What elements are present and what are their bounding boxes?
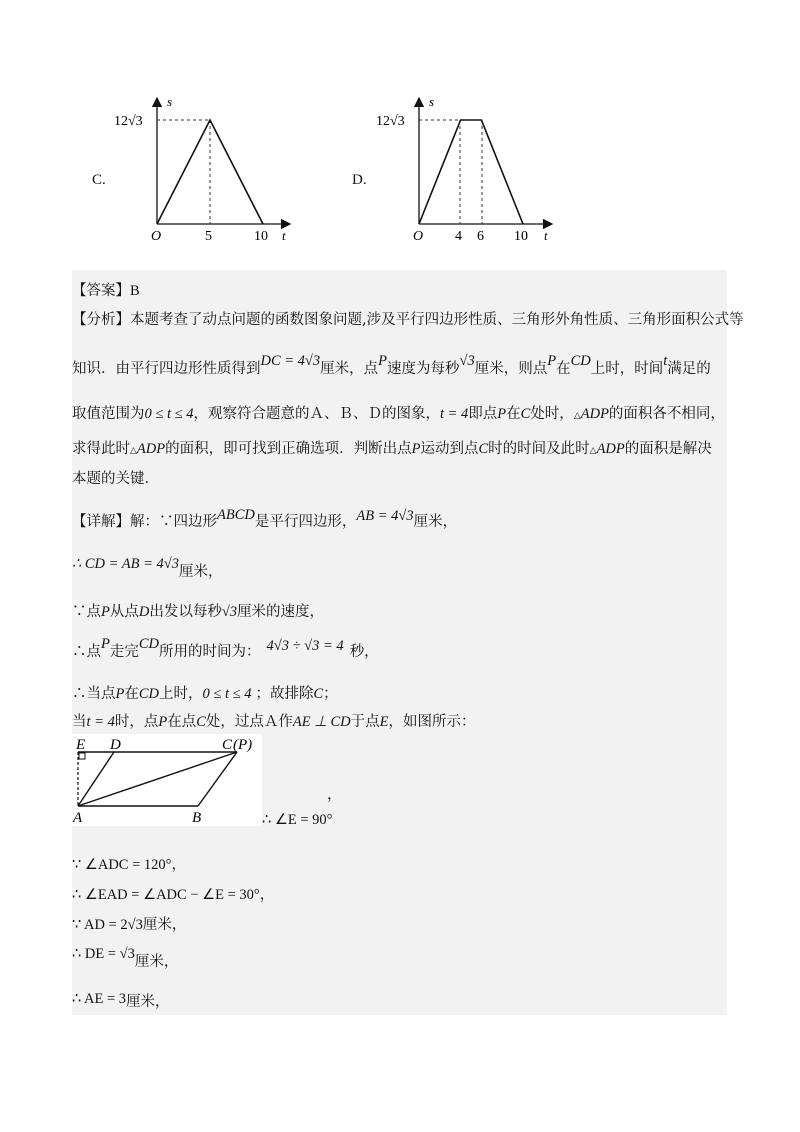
math-expr: 4√3 ÷ √3 = 4	[266, 638, 344, 654]
parallelogram-figure	[72, 734, 262, 826]
math-var: P	[547, 353, 557, 369]
analysis-line-2	[72, 353, 711, 378]
text: 速度为每秒	[387, 361, 460, 377]
math-expr: AE ⊥ CD	[292, 714, 351, 730]
label-B: B	[192, 810, 202, 826]
text: ∴点	[72, 644, 101, 660]
math-expr: ∵ AD = 2√3	[72, 917, 143, 933]
math-var: CD	[138, 636, 160, 652]
label-E: E	[76, 737, 86, 753]
text: 厘米，	[178, 564, 223, 580]
text: ；	[323, 686, 338, 702]
text: 厘米的速度，	[237, 604, 325, 620]
math-var: ABCD	[217, 507, 255, 523]
text: 厘米，点	[320, 361, 379, 377]
origin-label: O	[151, 229, 162, 244]
text: 求得此时	[72, 441, 130, 457]
option-d-graph	[372, 92, 562, 244]
math-expr: ∴ CD = AB = 4√3	[72, 556, 179, 572]
y-max-label: 12√3	[114, 114, 143, 129]
text: 出发以每秒	[149, 604, 222, 620]
math-var: P	[101, 604, 110, 620]
text: 厘米，则点	[474, 361, 548, 377]
y-axis-label: s	[167, 94, 173, 109]
option-d-label: D.	[352, 172, 367, 188]
math-var: P	[378, 353, 387, 369]
text: 在	[556, 361, 571, 377]
label-P: (P)	[233, 737, 253, 753]
detail-line-4	[72, 636, 379, 661]
math-expr: √3	[221, 604, 238, 620]
detail-line-10	[72, 913, 186, 934]
math-expr: 0 ≤ t ≤ 4	[202, 686, 252, 702]
triangle-symbol: △	[573, 411, 581, 421]
x-tick-5: 5	[205, 229, 212, 244]
origin-label: O	[413, 229, 424, 244]
math-var: P	[115, 686, 125, 702]
math-var: t	[663, 353, 668, 369]
detail-line-11	[72, 946, 179, 971]
text: 上时，	[159, 686, 203, 702]
label-C: C	[222, 737, 233, 753]
detail-line-3	[72, 600, 324, 621]
text: 即点	[468, 406, 498, 422]
text: 时，点	[114, 714, 159, 730]
math-var: E	[379, 714, 389, 730]
math-var: P	[411, 441, 421, 457]
text: 的面积，即可找到正确选项．判断出点	[165, 441, 412, 457]
detail-line-6	[72, 710, 475, 731]
math-var: CD	[138, 686, 160, 702]
y-axis-label: s	[429, 94, 435, 109]
text: 是平行四边形，	[254, 514, 357, 530]
detail-line-9: ∴ ∠EAD = ∠ADC − ∠E = 30°，	[72, 887, 275, 903]
math-var: ADP	[596, 441, 625, 457]
math-expr: √3	[459, 353, 475, 369]
label-A: A	[73, 810, 83, 826]
y-max-label: 12√3	[376, 114, 405, 129]
math-expr: t = 4	[86, 714, 115, 730]
x-axis-label: t	[282, 228, 286, 243]
detail-line-2	[72, 556, 223, 581]
text: 时的时间及此时	[488, 441, 590, 457]
x-tick-4: 4	[455, 229, 462, 244]
math-var: CD	[570, 353, 591, 369]
x-tick-6: 6	[477, 229, 484, 244]
math-expr: 0 ≤ t ≤ 4	[144, 406, 194, 422]
text: 走完	[109, 644, 139, 660]
math-var: P	[497, 406, 507, 422]
figure-comma: ，	[327, 787, 342, 803]
text: 知识．由平行四边形性质得到	[72, 361, 261, 377]
detail-line-12	[72, 990, 170, 1011]
math-var: ADP	[580, 406, 609, 422]
text: 厘米，	[413, 514, 458, 530]
text: 满足的	[667, 361, 711, 377]
detail-line-8: ∵ ∠ADC = 120°，	[72, 857, 186, 873]
detail-line-1	[72, 507, 458, 531]
text: ∵点	[72, 604, 101, 620]
text: 秒，	[349, 644, 379, 660]
text: 四边形	[173, 514, 217, 530]
math-expr: ∴ DE = √3	[72, 946, 135, 962]
text: 处时，	[530, 406, 574, 422]
x-tick-10: 10	[254, 229, 268, 244]
text: 在	[506, 406, 521, 422]
option-c-label: C.	[92, 172, 106, 188]
distance-time-line	[157, 120, 263, 224]
triangle-symbol: △	[589, 446, 597, 456]
answer-value: B	[130, 283, 140, 299]
text: 解：∵	[130, 514, 174, 530]
math-expr: t = 4	[439, 406, 469, 422]
math-var: C	[478, 441, 489, 457]
text: 处，过点Ａ作	[205, 714, 293, 730]
text: 的面积是解决	[624, 441, 712, 457]
math-var: D	[138, 604, 150, 620]
text: 厘米，	[126, 994, 170, 1010]
text: 厘米，	[134, 954, 179, 970]
text: ∴当点	[72, 686, 116, 702]
text: 所用的时间为：	[159, 644, 261, 660]
text: ；故排除	[255, 686, 314, 702]
detail-line-7: ∴ ∠E = 90°	[262, 812, 333, 828]
text: 当	[72, 714, 87, 730]
triangle-symbol: △	[130, 446, 137, 456]
analysis-line-4	[72, 437, 712, 458]
distance-time-line	[419, 120, 523, 224]
text: 于点	[350, 714, 380, 730]
text: ，如图所示：	[388, 714, 476, 730]
detail-line-5	[72, 682, 338, 703]
analysis-line-5	[72, 467, 159, 488]
math-var: C	[520, 406, 531, 422]
math-expr: AB = 4√3	[356, 508, 414, 524]
text: ，观察符合题意的Ａ、Ｂ、Ｄ的图象，	[193, 406, 440, 422]
label-D: D	[110, 737, 121, 753]
math-var: P	[101, 636, 110, 652]
analysis-tag: 【分析】	[72, 312, 130, 328]
option-c-graph	[110, 92, 300, 244]
math-var: C	[196, 714, 206, 730]
x-axis-label: t	[544, 228, 548, 243]
text: 从点	[109, 604, 139, 620]
x-tick-10: 10	[514, 229, 528, 244]
detail-tag: 【详解】	[72, 514, 130, 530]
analysis-line-1	[72, 308, 744, 329]
answer-tag: 【答案】	[72, 283, 130, 299]
text: 取值范围为	[72, 406, 145, 422]
answer-line	[72, 279, 140, 300]
text: 的面积各不相同，	[608, 406, 725, 422]
math-expr: ∴ AE = 3	[72, 991, 127, 1007]
text: 运动到点	[420, 441, 479, 457]
math-var: C	[313, 686, 324, 702]
analysis-line-3	[72, 402, 725, 423]
text: 在点	[167, 714, 197, 730]
analysis-text: 本题考查了动点问题的函数图象问题,涉及平行四边形性质、三角形外角性质、三角形面积公式等	[130, 312, 744, 328]
text: 本题的关键．	[72, 471, 159, 487]
text: 厘米，	[142, 917, 187, 933]
math-var: P	[158, 714, 168, 730]
math-var: ADP	[136, 441, 166, 457]
math-expr: DC = 4√3	[260, 353, 321, 369]
text: 上时，时间	[590, 361, 664, 377]
text: 在	[124, 686, 139, 702]
